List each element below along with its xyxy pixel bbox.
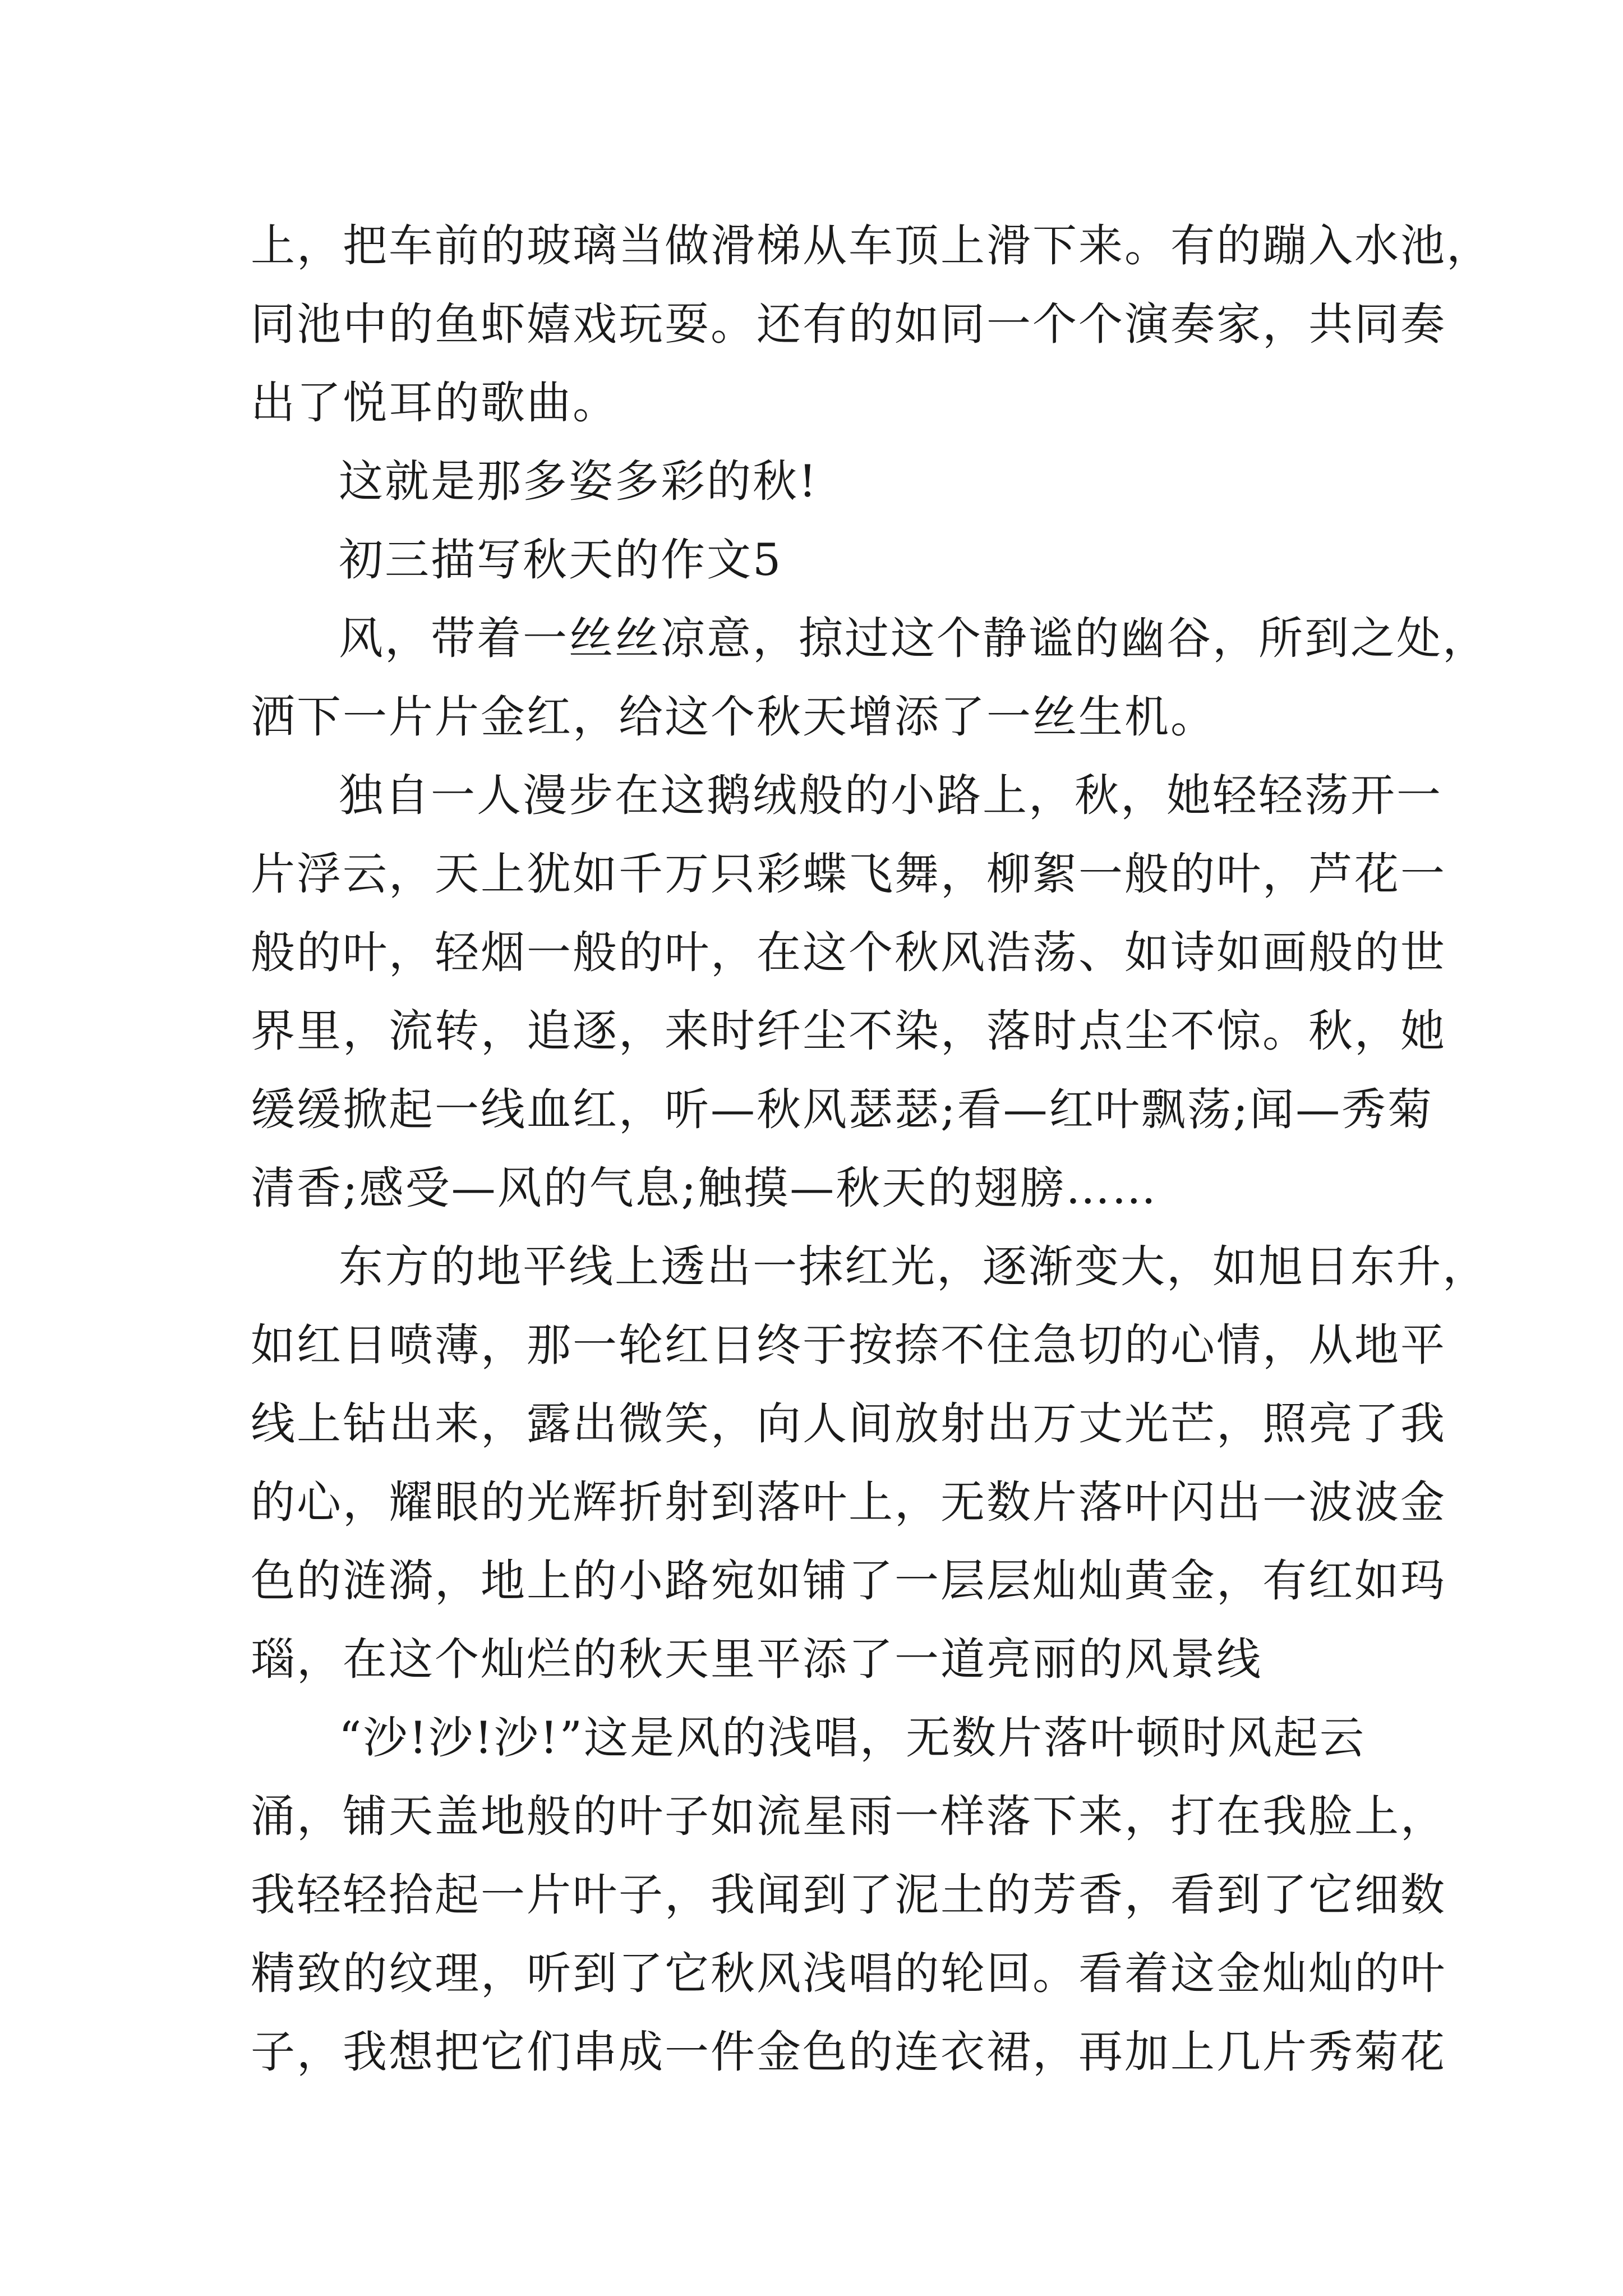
text-line: 子，我想把它们串成一件金色的连衣裙，再加上几片秀菊花: [251, 2026, 1446, 2078]
text-line: 线上钻出来，露出微笑，向人间放射出万丈光芒，照亮了我: [251, 1398, 1446, 1450]
text-line: 瑙，在这个灿烂的秋天里平添了一道亮丽的风景线: [251, 1634, 1262, 1685]
text-line: 独自一人漫步在这鹅绒般的小路上，秋，她轻轻荡开一: [339, 770, 1442, 821]
text-line: 出了悦耳的歌曲。: [251, 377, 619, 429]
text-line: 我轻轻拾起一片叶子，我闻到了泥土的芳香，看到了它细数: [251, 1869, 1446, 1921]
text-line: 上，把车前的玻璃当做滑梯从车顶上滑下来。有的蹦入水池，: [251, 220, 1492, 272]
text-line: 色的涟漪，地上的小路宛如铺了一层层灿灿黄金，有红如玛: [251, 1555, 1446, 1607]
text-line: 缓缓掀起一线血红，听—秋风瑟瑟;看—红叶飘荡;闻—秀菊: [251, 1084, 1434, 1135]
text-line: “沙!沙!沙!”这是风的浅唱，无数片落叶顿时风起云: [339, 1712, 1366, 1764]
text-line: 界里，流转，追逐，来时纤尘不染，落时点尘不惊。秋，她: [251, 1005, 1446, 1057]
text-line: 这就是那多姿多彩的秋!: [339, 455, 818, 507]
text-line: 的心，耀眼的光辉折射到落叶上，无数片落叶闪出一波波金: [251, 1476, 1446, 1528]
text-line: 清香;感受—风的气息;触摸—秋天的翅膀……: [251, 1162, 1158, 1214]
text-line: 涌，铺天盖地般的叶子如流星雨一样落下来，打在我脸上，: [251, 1791, 1446, 1842]
text-line: 如红日喷薄，那一轮红日终于按捺不住急切的心情，从地平: [251, 1319, 1446, 1371]
text-line: 同池中的鱼虾嬉戏玩耍。还有的如同一个个演奏家，共同奏: [251, 298, 1446, 350]
text-line: 精致的纹理，听到了它秋风浅唱的轮回。看着这金灿灿的叶: [251, 1948, 1446, 1999]
text-line: 洒下一片片金红，给这个秋天增添了一丝生机。: [251, 691, 1216, 743]
section-heading: 初三描写秋天的作文5: [339, 534, 783, 586]
text-line: 片浮云，天上犹如千万只彩蝶飞舞，柳絮一般的叶，芦花一: [251, 848, 1446, 900]
text-line: 东方的地平线上透出一抹红光，逐渐变大，如旭日东升，: [339, 1241, 1488, 1292]
text-line: 般的叶，轻烟一般的叶，在这个秋风浩荡、如诗如画般的世: [251, 927, 1446, 978]
text-line: 风，带着一丝丝凉意，掠过这个静谧的幽谷，所到之处，: [339, 613, 1488, 664]
